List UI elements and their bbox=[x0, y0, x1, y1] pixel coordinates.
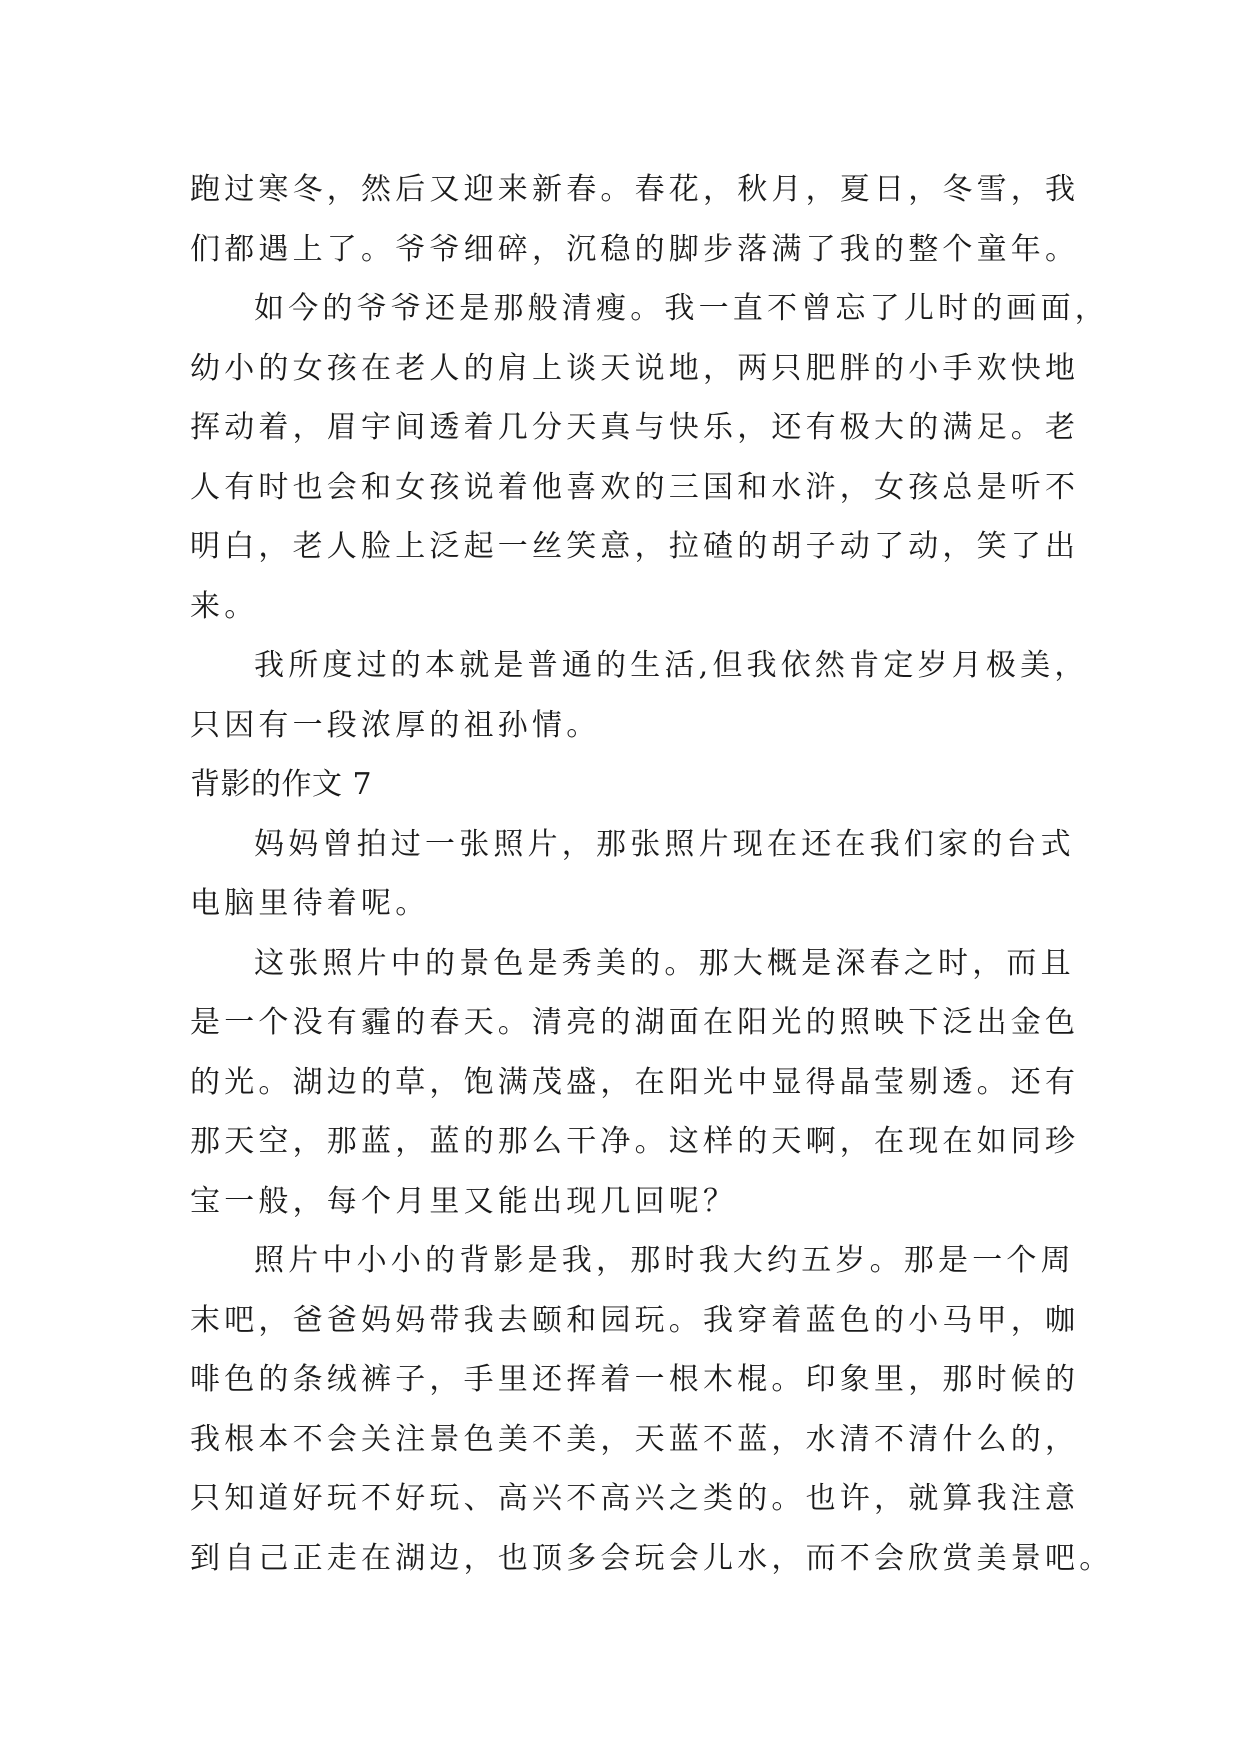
text-line: 们都遇上了。爷爷细碎，沉稳的脚步落满了我的整个童年。 bbox=[190, 231, 1080, 267]
text-line: 我根本不会关注景色美不美，天蓝不蓝，水清不清什么的， bbox=[190, 1421, 1080, 1457]
text-line: 的光。湖边的草，饱满茂盛，在阳光中显得晶莹剔透。还有 bbox=[190, 1064, 1080, 1100]
text-line: 那天空，那蓝，蓝的那么干净。这样的天啊，在现在如同珍 bbox=[190, 1124, 1080, 1159]
paragraph-first-line: 妈妈曾拍过一张照片，那张照片现在还在我们家的台式 bbox=[254, 826, 1075, 862]
text-line: 末吧，爸爸妈妈带我去颐和园玩。我穿着蓝色的小马甲，咖 bbox=[190, 1302, 1080, 1338]
paragraph-first-line: 我所度过的本就是普通的生活,但我依然肯定岁月极美， bbox=[254, 648, 1089, 683]
paragraph-first-line: 如今的爷爷还是那般清瘦。我一直不曾忘了儿时的画面， bbox=[254, 291, 1109, 326]
section-heading: 背影的作文 7 bbox=[190, 767, 373, 802]
text-line: 到自己正走在湖边，也顶多会玩会儿水，而不会欣赏美景吧。 bbox=[190, 1540, 1114, 1576]
essay-text-block bbox=[190, 160, 1114, 1588]
text-line: 人有时也会和女孩说着他喜欢的三国和水浒，女孩总是听不 bbox=[190, 469, 1080, 505]
paragraph-first-line: 这张照片中的景色是秀美的。那大概是深春之时，而且 bbox=[254, 945, 1075, 981]
text-line: 电脑里待着呢。 bbox=[190, 886, 430, 921]
text-line: 幼小的女孩在老人的肩上谈天说地，两只肥胖的小手欢快地 bbox=[190, 350, 1080, 386]
text-line: 宝一般，每个月里又能出现几回呢？ bbox=[190, 1183, 738, 1219]
text-line: 跑过寒冬，然后又迎来新春。春花，秋月，夏日，冬雪，我 bbox=[190, 172, 1080, 207]
text-line: 啡色的条绒裤子，手里还挥着一根木棍。印象里，那时候的 bbox=[190, 1362, 1080, 1397]
text-line: 只知道好玩不好玩、高兴不高兴之类的。也许，就算我注意 bbox=[190, 1481, 1080, 1516]
paragraph-first-line: 照片中小小的背影是我，那时我大约五岁。那是一个周 bbox=[254, 1243, 1075, 1278]
text-line: 是一个没有霾的春天。清亮的湖面在阳光的照映下泛出金色 bbox=[190, 1005, 1080, 1040]
text-line: 只因有一段浓厚的祖孙情。 bbox=[190, 707, 601, 743]
text-line: 挥动着，眉宇间透着几分天真与快乐，还有极大的满足。老 bbox=[190, 410, 1080, 445]
text-line: 来。 bbox=[190, 588, 259, 624]
text-line: 明白，老人脸上泛起一丝笑意，拉碴的胡子动了动，笑了出 bbox=[190, 529, 1080, 564]
